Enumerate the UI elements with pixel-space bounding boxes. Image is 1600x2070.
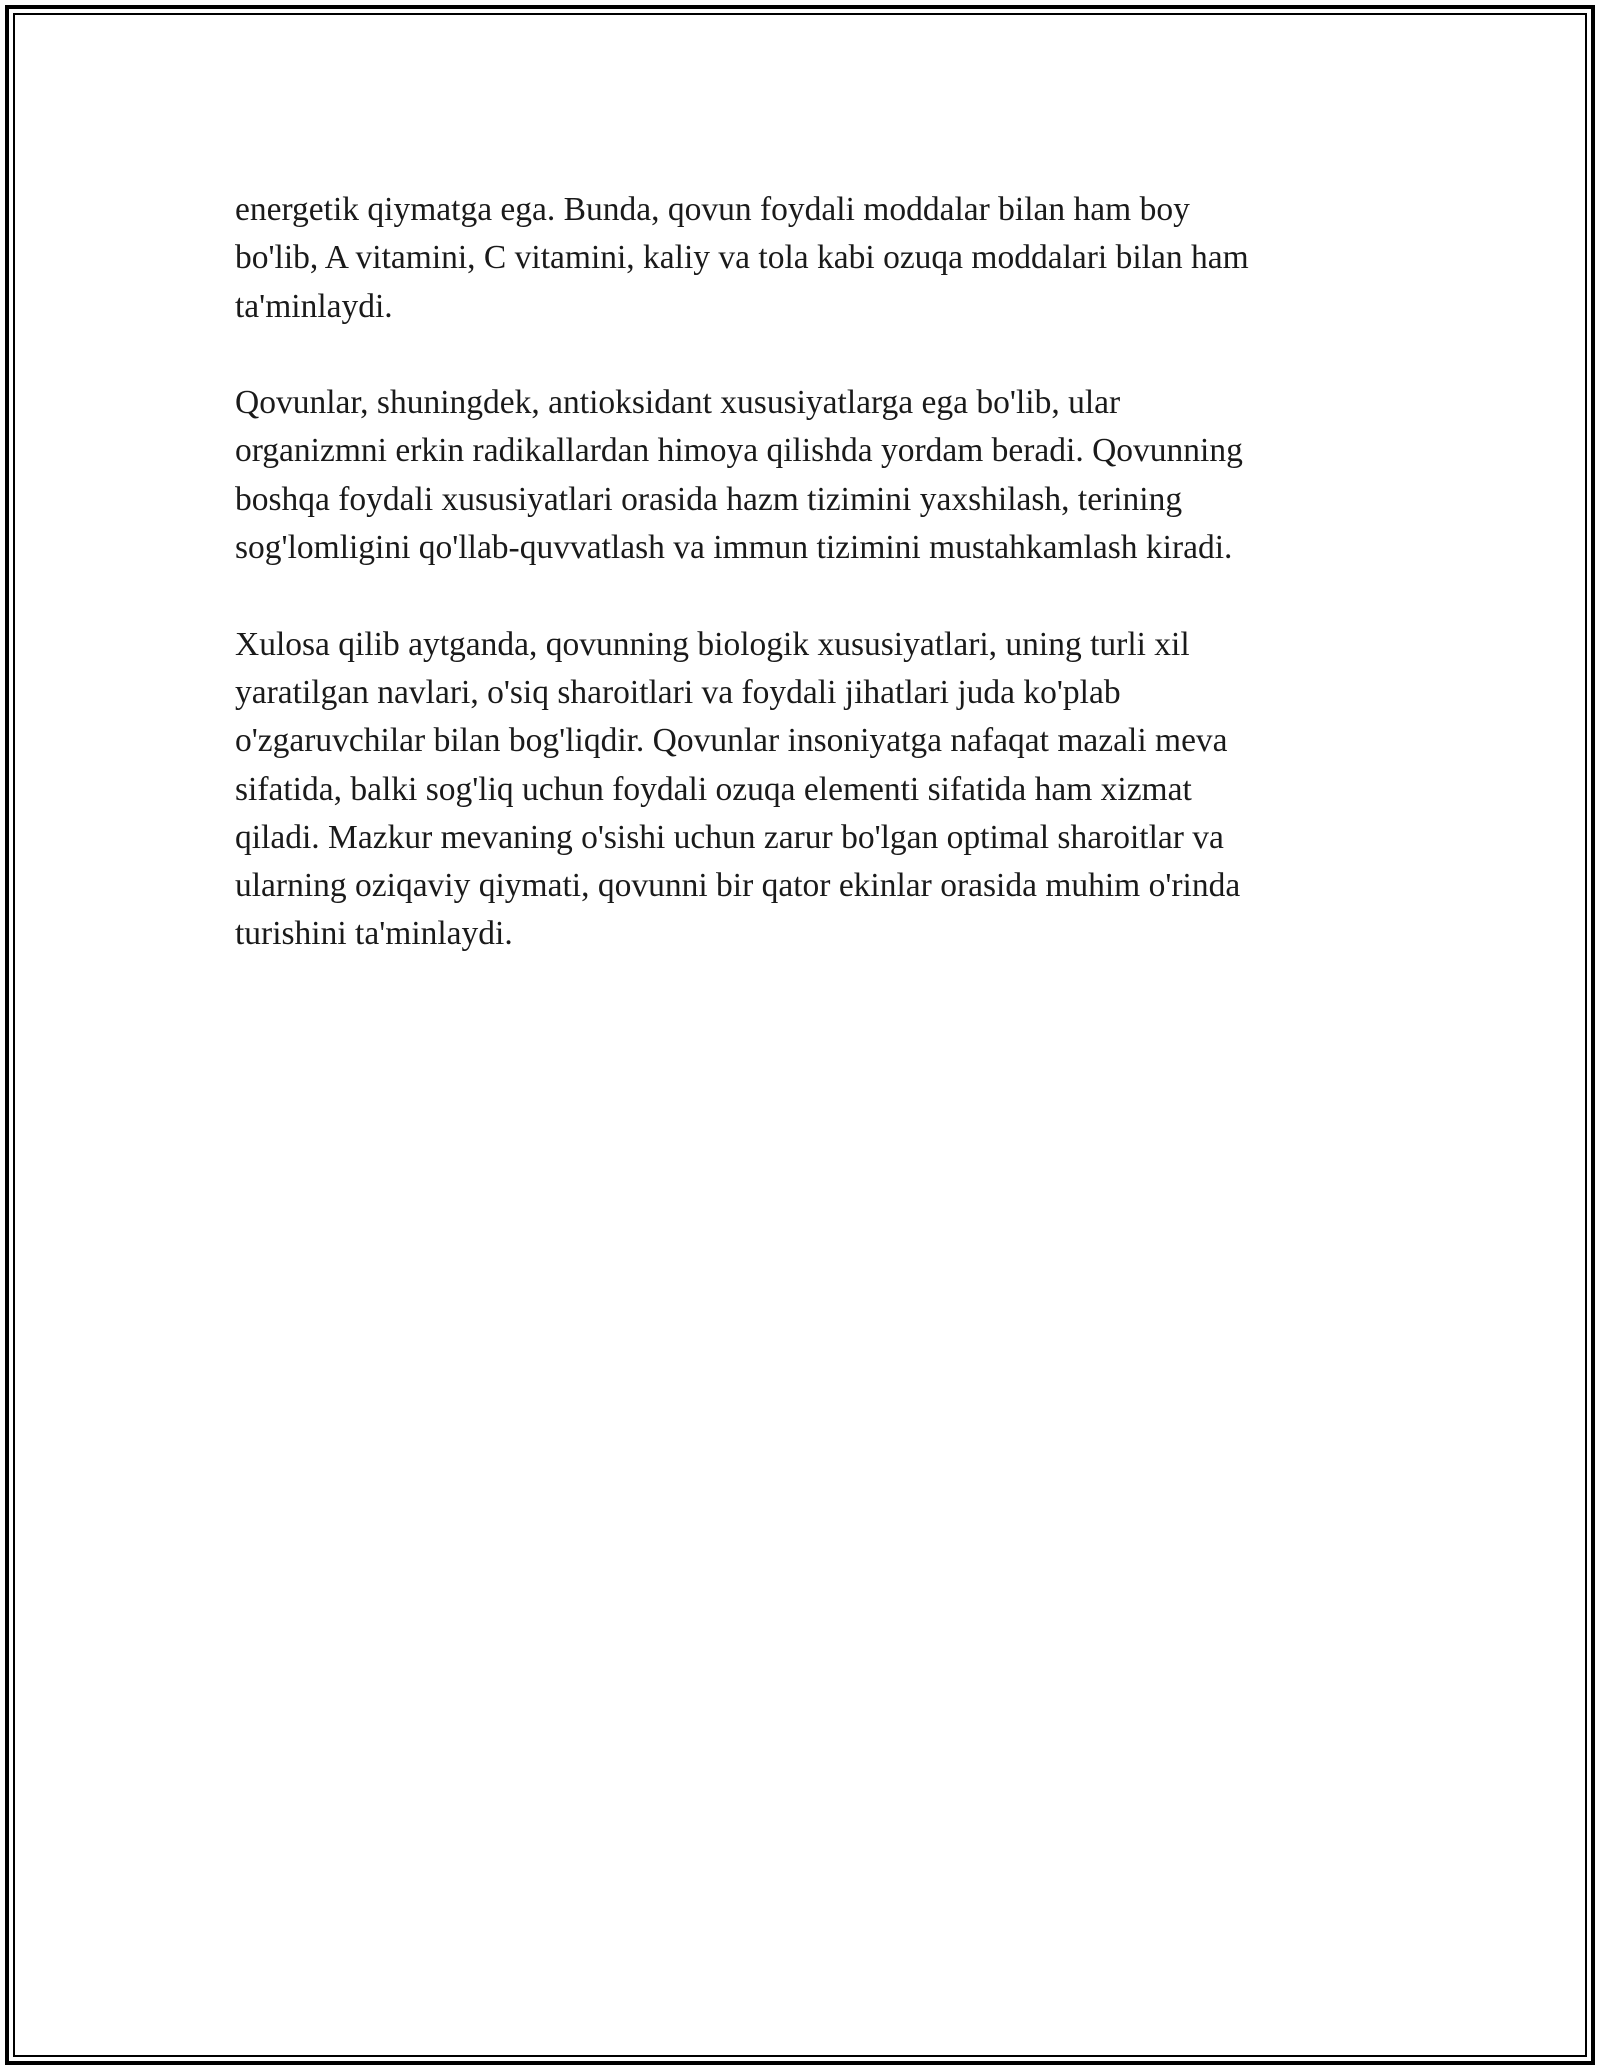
paragraph-3	[235, 621, 1370, 959]
paragraph-line: ularning oziqaviy qiymati, qovunni bir qator ekinlar orasida muhim o'rinda	[235, 867, 1241, 905]
paragraph-2	[235, 379, 1370, 572]
paragraph-line: organizmni erkin radikallardan himoya qilishda yordam beradi. Qovunning	[235, 432, 1243, 470]
paragraph-line: sifatida, balki sog'liq uchun foydali ozuqa elementi sifatida ham xizmat	[235, 770, 1192, 808]
paragraph-line: Qovunlar, shuningdek, antioksidant xususiyatlarga ega bo'lib, ular	[235, 384, 1121, 422]
paragraph-line: energetik qiymatga ega. Bunda, qovun foydali moddalar bilan ham boy	[235, 191, 1190, 228]
document-body	[235, 186, 1370, 1007]
paragraph-line: Xulosa qilib aytganda, qovunning biologik xususiyatlari, uning turli xil	[235, 625, 1190, 663]
paragraph-line: sog'lomligini qo'llab-quvvatlash va immun tizimini mustahkamlash kiradi.	[235, 529, 1233, 567]
paragraph-1	[235, 186, 1370, 331]
paragraph-line: boshqa foydali xususiyatlari orasida hazm tizimini yaxshilash, terining	[235, 480, 1183, 518]
paragraph-line: ta'minlaydi.	[235, 287, 393, 325]
paragraph-line: turishini ta'minlaydi.	[235, 915, 513, 953]
paragraph-line: qiladi. Mazkur mevaning o'sishi uchun zarur bo'lgan optimal sharoitlar va	[235, 818, 1224, 856]
paragraph-line: o'zgaruvchilar bilan bog'liqdir. Qovunlar insoniyatga nafaqat mazali meva	[235, 722, 1228, 760]
paragraph-line: yaratilgan navlari, o'siq sharoitlari va foydali jihatlari juda ko'plab	[235, 673, 1121, 711]
paragraph-line: bo'lib, A vitamini, C vitamini, kaliy va tola kabi ozuqa moddalari bilan ham	[235, 239, 1249, 277]
